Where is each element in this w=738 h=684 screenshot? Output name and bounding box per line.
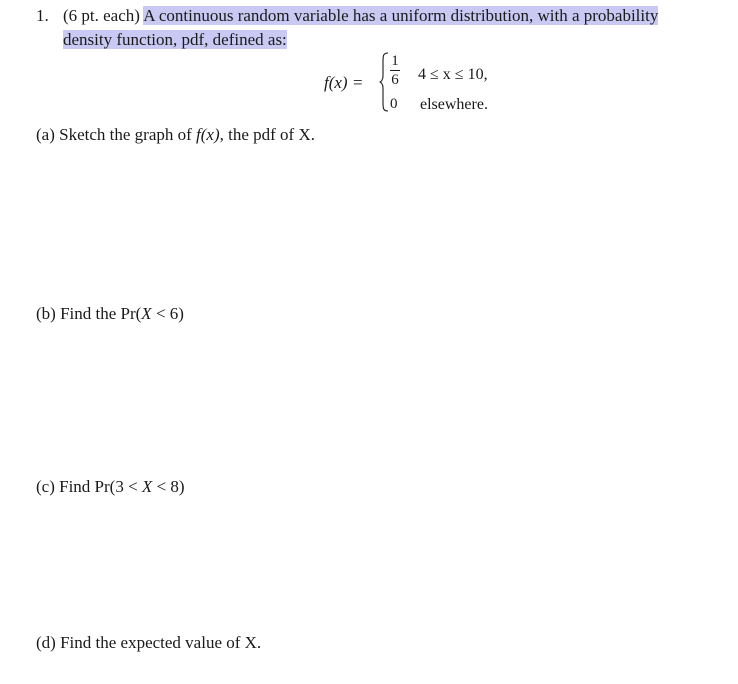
highlighted-intro-text: A continuous random variable has a uniform distribution, with a probability — [143, 6, 659, 25]
part-b-math: X — [141, 304, 152, 323]
part-b — [36, 304, 184, 324]
left-brace-icon — [379, 52, 389, 112]
formula-condition-range: 4 ≤ x ≤ 10, — [418, 66, 488, 83]
formula-condition-elsewhere: elsewhere. — [420, 96, 488, 113]
part-c-prefix: (c) Find Pr(3 < — [36, 477, 142, 496]
question-intro-line-2 — [63, 30, 287, 50]
formula-zero-value: 0 — [390, 96, 398, 112]
part-a — [36, 125, 315, 145]
formula-lhs: f(x) = — [324, 73, 364, 92]
fraction-denominator: 6 — [391, 72, 399, 88]
fraction-one-sixth — [389, 52, 401, 89]
part-c-suffix: < 8) — [152, 477, 185, 496]
points-label: (6 pt. each) — [63, 6, 140, 25]
highlighted-intro-text-2: density function, pdf, defined as: — [63, 30, 287, 49]
part-c-math: X — [141, 477, 153, 496]
part-c — [36, 477, 185, 497]
question-number: 1. — [36, 6, 49, 25]
fraction-bar — [390, 70, 400, 71]
part-a-prefix: (a) Sketch the graph of — [36, 125, 197, 144]
part-b-prefix: (b) Find the Pr( — [36, 304, 142, 323]
fraction-numerator: 1 — [391, 53, 399, 69]
part-d: (d) Find the expected value of X. — [36, 633, 262, 652]
question-intro-line-1 — [63, 6, 658, 26]
part-b-suffix: < 6) — [151, 304, 184, 323]
part-a-math: f(x) — [196, 125, 220, 144]
part-a-suffix: , the pdf of X. — [219, 125, 315, 144]
